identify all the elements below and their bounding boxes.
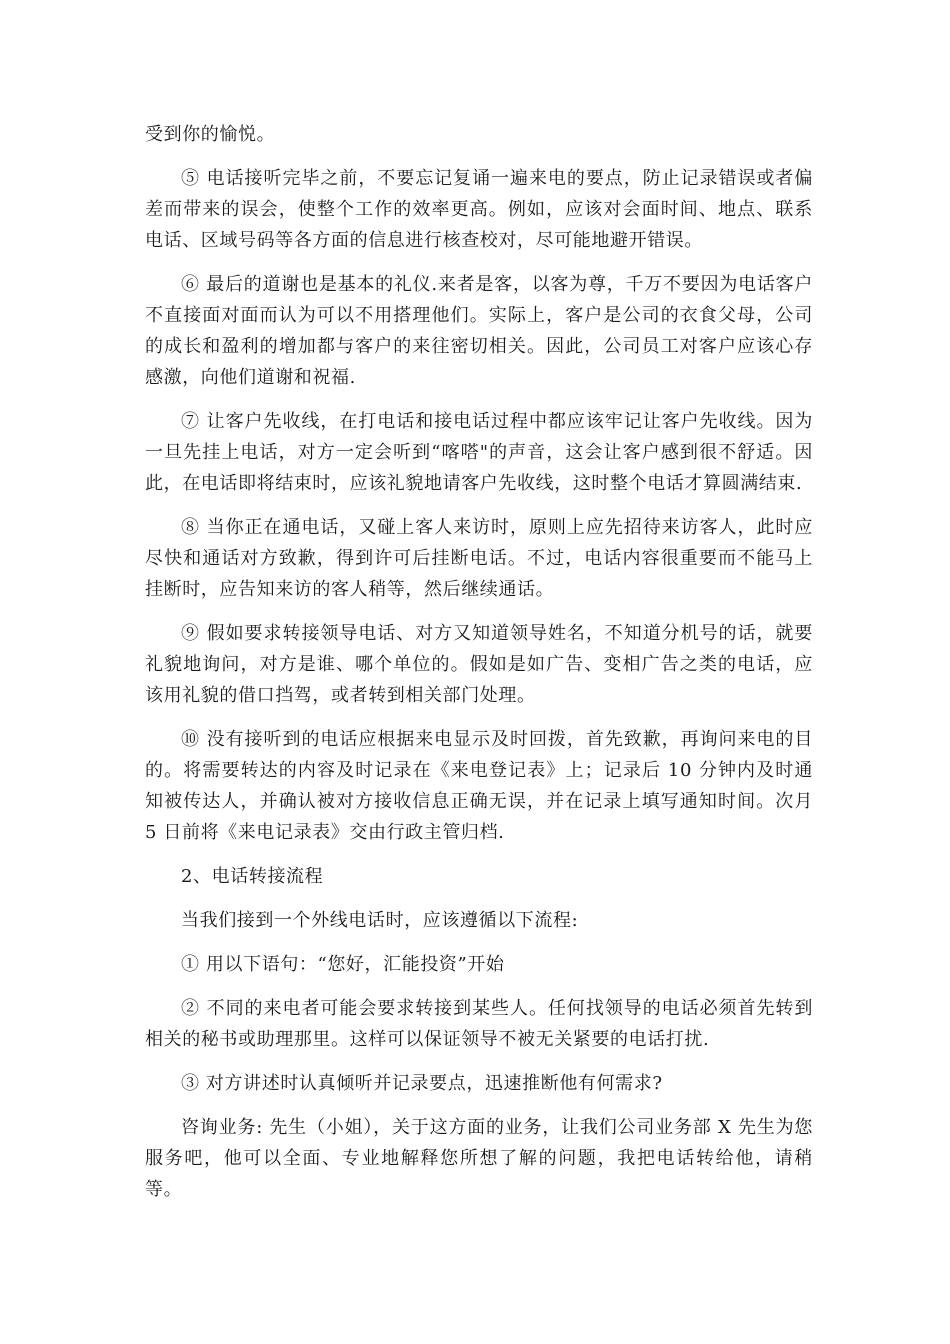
- paragraph-item-5: ⑤ 电话接听完毕之前，不要忘记复诵一遍来电的要点，防止记录错误或者偏差而带来的误会，使整个工作的效率更高。例如，应该对会面时间、地点、联系电话、区域号码等各方面的信息进行核查校对，尽可能地避开错误。: [145, 168, 813, 251]
- paragraph-item-9: ⑨ 假如要求转接领导电话、对方又知道领导姓名，不知道分机号的话，就要礼貌地询问，对方是谁、哪个单位的。假如是如广告、变相广告之类的电话，应该用礼貌的借口挡驾，或者转到相关部门处理。: [145, 623, 813, 706]
- paragraph-consulting: 咨询业务: 先生（小姐），关于这方面的业务，让我们公司业务部 X 先生为您服务吧，他可以全面、专业地解释您所想了解的问题，我把电话转给他，请稍等。: [145, 1117, 813, 1200]
- paragraph-item-6: ⑥ 最后的道谢也是基本的礼仪.来者是客，以客为尊，千万不要因为电话客户不直接面对面而认为可以不用搭理他们。实际上，客户是公司的衣食父母，公司的成长和盈利的增加都与客户的来往密切相关。因此，公司员工对客户应该心存感激，向他们道谢和祝福.: [145, 274, 813, 388]
- paragraph-item-10: ⑩ 没有接听到的电话应根据来电显示及时回拨，首先致歉，再询问来电的目的。将需要转达的内容及时记录在《来电登记表》上；记录后 10 分钟内及时通知被传达人，并确认被对方接收信息正确无误，并在记录上填写通知时间。次月 5 日前将《来电记录表》交由行政主管归档.: [145, 729, 813, 843]
- paragraph-item-8: ⑧ 当你正在通电话，又碰上客人来访时，原则上应先招待来访客人，此时应尽快和通话对方致歉，得到许可后挂断电话。不过，电话内容很重要而不能马上挂断时，应告知来访的客人稍等，然后继续通话。: [145, 517, 813, 600]
- section-heading: 2、电话转接流程: [181, 866, 324, 887]
- document-body: [145, 119, 813, 1218]
- paragraph-intro: 当我们接到一个外线电话时，应该遵循以下流程:: [181, 910, 579, 931]
- paragraph-continuation: 受到你的愉悦。: [145, 124, 276, 145]
- paragraph-item-7: ⑦ 让客户先收线，在打电话和接电话过程中都应该牢记让客户先收线。因为一旦先挂上电话，对方一定会听到“喀嗒"的声音，这会让客户感到很不舒适。因此，在电话即将结束时，应该礼貌地请客户先收线，这时整个电话才算圆满结束.: [145, 411, 813, 494]
- paragraph-step-3: ③ 对方讲述时认真倾听并记录要点，迅速推断他有何需求?: [181, 1073, 663, 1094]
- paragraph-step-2: ② 不同的来电者可能会要求转接到某些人。任何找领导的电话必须首先转到相关的秘书或助理那里。这样可以保证领导不被无关紧要的电话打扰.: [145, 998, 813, 1050]
- paragraph-step-1: ① 用以下语句：“您好，汇能投资”开始: [181, 954, 505, 975]
